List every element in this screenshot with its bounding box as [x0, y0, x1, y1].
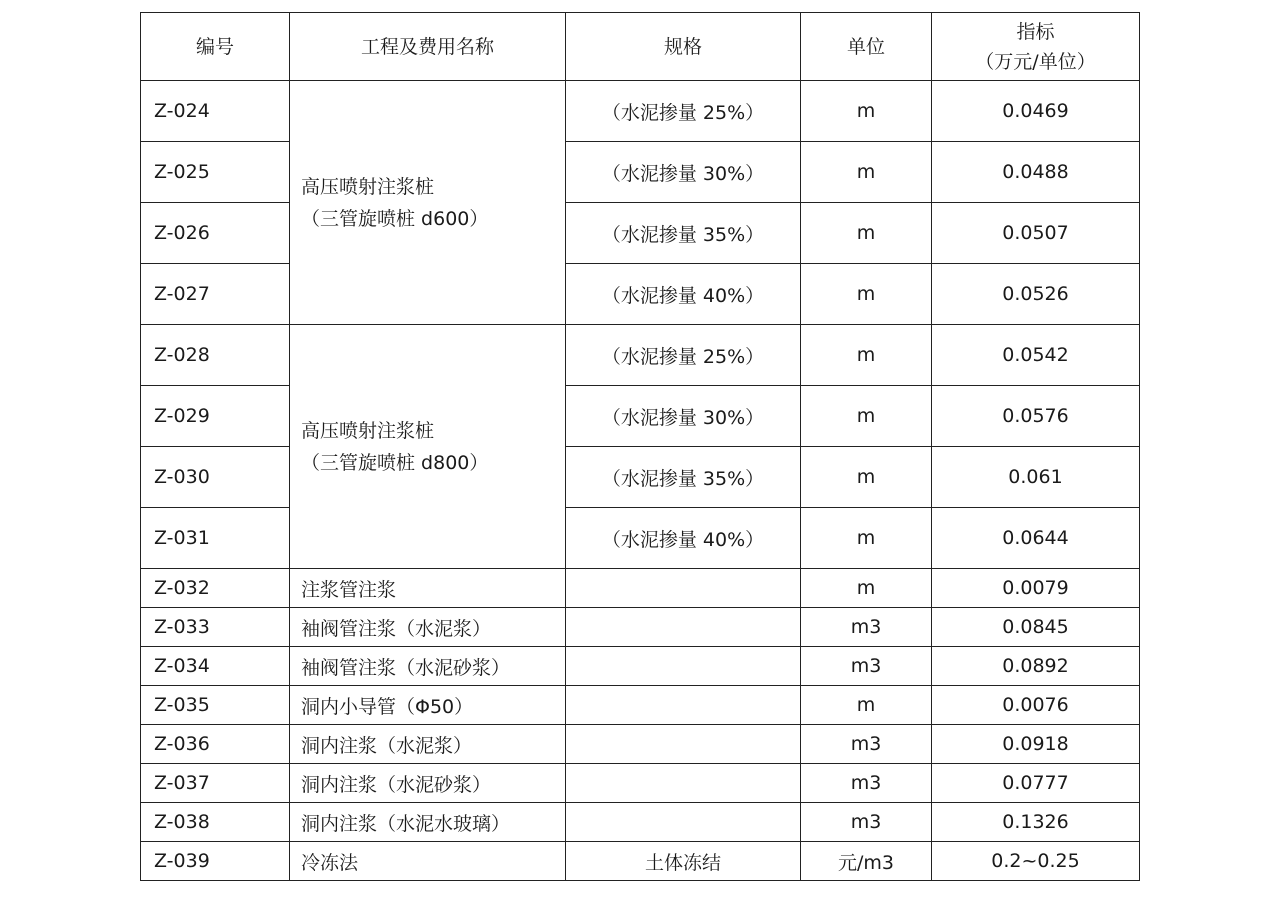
row-unit: m [801, 569, 932, 608]
row-spec [566, 569, 801, 608]
row-spec [566, 803, 801, 842]
row-value: 0.0079 [932, 569, 1140, 608]
header-row [141, 13, 1140, 81]
table-row [141, 325, 1140, 386]
row-name: 袖阀管注浆（水泥砂浆） [290, 647, 566, 686]
row-spec: 土体冻结 [566, 842, 801, 881]
row-code: Z-030 [141, 447, 290, 508]
header-code: 编号 [141, 13, 290, 81]
row-value: 0.2~0.25 [932, 842, 1140, 881]
row-spec: （水泥掺量 25%） [566, 325, 801, 386]
row-value: 0.0469 [932, 81, 1140, 142]
row-spec [566, 764, 801, 803]
row-value: 0.0845 [932, 608, 1140, 647]
row-spec: （水泥掺量 40%） [566, 508, 801, 569]
row-code: Z-033 [141, 608, 290, 647]
row-code: Z-039 [141, 842, 290, 881]
row-unit: m3 [801, 647, 932, 686]
table-row [141, 686, 1140, 725]
row-unit: 元/m3 [801, 842, 932, 881]
table-row [141, 81, 1140, 142]
header-index-line2: （万元/单位） [975, 50, 1096, 73]
group-name-line2: （三管旋喷桩 d800） [301, 451, 489, 474]
table-row [141, 725, 1140, 764]
row-spec: （水泥掺量 40%） [566, 264, 801, 325]
row-name: 洞内小导管（Φ50） [290, 686, 566, 725]
row-unit: m [801, 81, 932, 142]
header-index-line1: 指标 [1016, 20, 1055, 43]
group-name-cell [290, 325, 566, 569]
group-name-cell [290, 81, 566, 325]
row-unit: m [801, 264, 932, 325]
row-code: Z-029 [141, 386, 290, 447]
row-name: 洞内注浆（水泥砂浆） [290, 764, 566, 803]
row-code: Z-032 [141, 569, 290, 608]
row-unit: m [801, 325, 932, 386]
row-name: 袖阀管注浆（水泥浆） [290, 608, 566, 647]
table-row [141, 647, 1140, 686]
row-spec: （水泥掺量 30%） [566, 386, 801, 447]
table-row [141, 569, 1140, 608]
row-code: Z-031 [141, 508, 290, 569]
row-unit: m [801, 686, 932, 725]
row-value: 0.0488 [932, 142, 1140, 203]
row-spec: （水泥掺量 35%） [566, 447, 801, 508]
row-spec: （水泥掺量 30%） [566, 142, 801, 203]
row-spec: （水泥掺量 35%） [566, 203, 801, 264]
group-name-line1: 高压喷射注浆桩 [301, 419, 435, 442]
group-name-line1: 高压喷射注浆桩 [301, 175, 435, 198]
row-spec [566, 608, 801, 647]
row-spec [566, 686, 801, 725]
table-row [141, 803, 1140, 842]
row-name: 洞内注浆（水泥浆） [290, 725, 566, 764]
row-unit: m [801, 447, 932, 508]
row-value: 0.0542 [932, 325, 1140, 386]
row-code: Z-025 [141, 142, 290, 203]
header-index [932, 13, 1140, 81]
row-code: Z-036 [141, 725, 290, 764]
row-spec [566, 725, 801, 764]
row-value: 0.0507 [932, 203, 1140, 264]
table-row [141, 608, 1140, 647]
row-spec: （水泥掺量 25%） [566, 81, 801, 142]
row-value: 0.061 [932, 447, 1140, 508]
row-code: Z-028 [141, 325, 290, 386]
row-code: Z-026 [141, 203, 290, 264]
row-value: 0.0576 [932, 386, 1140, 447]
row-unit: m [801, 386, 932, 447]
group-name-line2: （三管旋喷桩 d600） [301, 207, 489, 230]
row-name: 洞内注浆（水泥水玻璃） [290, 803, 566, 842]
row-value: 0.0076 [932, 686, 1140, 725]
row-code: Z-024 [141, 81, 290, 142]
row-name: 冷冻法 [290, 842, 566, 881]
row-unit: m3 [801, 803, 932, 842]
row-unit: m [801, 142, 932, 203]
row-value: 0.0892 [932, 647, 1140, 686]
row-name: 注浆管注浆 [290, 569, 566, 608]
row-unit: m3 [801, 764, 932, 803]
row-value: 0.1326 [932, 803, 1140, 842]
row-code: Z-034 [141, 647, 290, 686]
header-unit: 单位 [801, 13, 932, 81]
row-value: 0.0526 [932, 264, 1140, 325]
row-unit: m [801, 508, 932, 569]
cost-index-table [140, 12, 1140, 881]
row-value: 0.0918 [932, 725, 1140, 764]
row-unit: m [801, 203, 932, 264]
header-name: 工程及费用名称 [290, 13, 566, 81]
row-spec [566, 647, 801, 686]
row-code: Z-037 [141, 764, 290, 803]
table-row [141, 764, 1140, 803]
row-code: Z-035 [141, 686, 290, 725]
row-unit: m3 [801, 608, 932, 647]
row-value: 0.0644 [932, 508, 1140, 569]
table-row [141, 842, 1140, 881]
row-value: 0.0777 [932, 764, 1140, 803]
row-code: Z-027 [141, 264, 290, 325]
row-code: Z-038 [141, 803, 290, 842]
header-spec: 规格 [566, 13, 801, 81]
row-unit: m3 [801, 725, 932, 764]
